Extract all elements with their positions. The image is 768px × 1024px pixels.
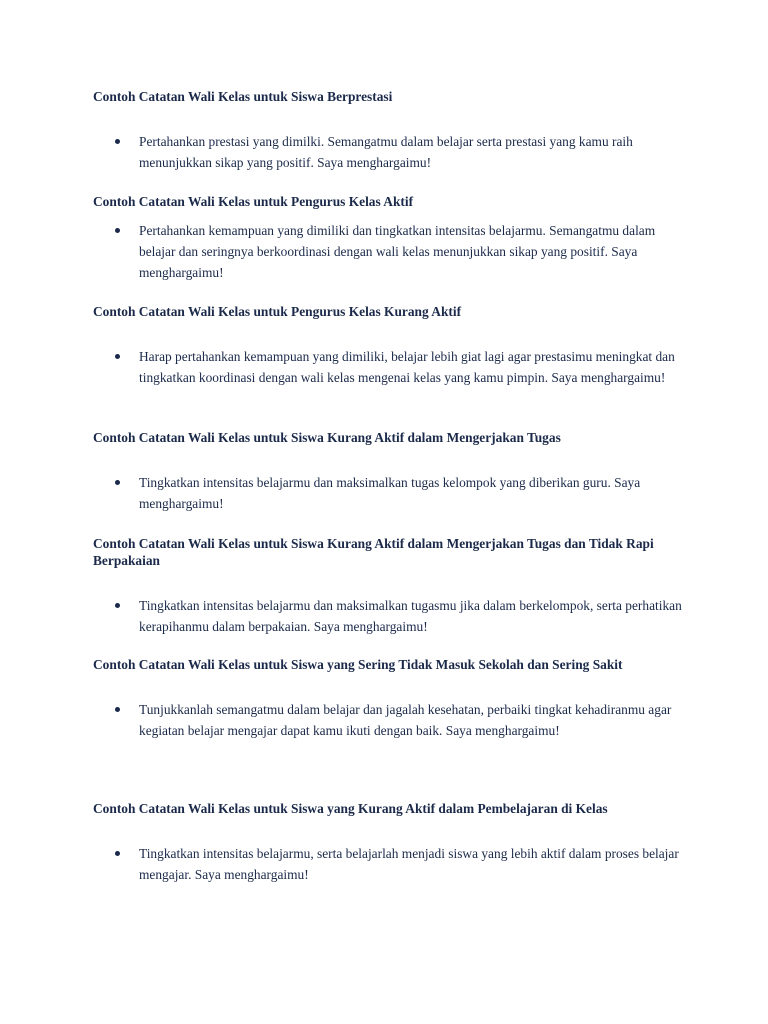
section-heading: Contoh Catatan Wali Kelas untuk Siswa yang Sering Tidak Masuk Sekolah dan Sering Sakit (93, 657, 623, 672)
list-item (93, 595, 683, 637)
list-item (93, 346, 683, 388)
section-heading: Contoh Catatan Wali Kelas untuk Siswa Berprestasi (93, 89, 393, 104)
note-section-tugas-berpakaian (93, 535, 683, 637)
section-heading: Contoh Catatan Wali Kelas untuk Siswa Kurang Aktif dalam Mengerjakan Tugas (93, 430, 561, 445)
list-item (93, 131, 683, 173)
section-heading: Contoh Catatan Wali Kelas untuk Siswa Kurang Aktif dalam Mengerjakan Tugas dan Tidak Rapi Berpakaian (93, 536, 654, 568)
bullet-text: Tingkatkan intensitas belajarmu, serta belajarlah menjadi siswa yang lebih aktif dalam proses belajar mengajar. Saya menghargaimu! (139, 846, 679, 882)
bullet-text: Harap pertahankan kemampuan yang dimiliki, belajar lebih giat lagi agar prestasimu meningkat dan tingkatkan koordinasi dengan wali kelas mengenai kelas yang kamu pimpin. Saya menghargaimu! (139, 349, 675, 385)
bullet-icon (115, 228, 120, 233)
note-section-kurang-aktif-pembelajaran (93, 800, 683, 885)
bullet-list (93, 472, 683, 514)
bullet-list (93, 595, 683, 637)
bullet-text: Tingkatkan intensitas belajarmu dan maksimalkan tugasmu jika dalam berkelompok, serta perhatikan kerapihanmu dalam berpakaian. Saya menghargaimu! (139, 598, 682, 634)
note-section-berprestasi (93, 88, 683, 173)
bullet-icon (115, 603, 120, 608)
bullet-icon (115, 851, 120, 856)
bullet-list (93, 346, 683, 388)
bullet-icon (115, 139, 120, 144)
bullet-list (93, 131, 683, 173)
note-section-pengurus-kurang-aktif (93, 303, 683, 388)
section-heading: Contoh Catatan Wali Kelas untuk Siswa yang Kurang Aktif dalam Pembelajaran di Kelas (93, 801, 608, 816)
note-section-sering-tidak-masuk (93, 656, 683, 741)
list-item (93, 472, 683, 514)
bullet-list (93, 843, 683, 885)
section-heading: Contoh Catatan Wali Kelas untuk Pengurus Kelas Aktif (93, 194, 414, 209)
bullet-icon (115, 354, 120, 359)
list-item (93, 843, 683, 885)
bullet-text: Pertahankan prestasi yang dimilki. Semangatmu dalam belajar serta prestasi yang kamu raih menunjukkan sikap yang positif. Saya menghargaimu! (139, 134, 633, 170)
list-item (93, 699, 683, 741)
bullet-list (93, 699, 683, 741)
note-section-pengurus-aktif (93, 193, 683, 283)
section-heading: Contoh Catatan Wali Kelas untuk Pengurus Kelas Kurang Aktif (93, 304, 462, 319)
bullet-text: Pertahankan kemampuan yang dimiliki dan tingkatkan intensitas belajarmu. Semangatmu dalam belajar dan seringnya berkoordinasi dengan wali kelas menunjukkan sikap yang positif. Saya menghargaimu! (139, 223, 656, 280)
bullet-icon (115, 480, 120, 485)
note-section-kurang-aktif-tugas (93, 429, 683, 514)
list-item (93, 220, 683, 283)
bullet-icon (115, 707, 120, 712)
bullet-text: Tunjukkanlah semangatmu dalam belajar dan jagalah kesehatan, perbaiki tingkat kehadiranmu agar kegiatan belajar mengajar dapat kamu ikuti dengan baik. Saya menghargaimu! (139, 702, 672, 738)
bullet-text: Tingkatkan intensitas belajarmu dan maksimalkan tugas kelompok yang diberikan guru. Saya menghargaimu! (139, 475, 641, 511)
bullet-list (93, 220, 683, 283)
